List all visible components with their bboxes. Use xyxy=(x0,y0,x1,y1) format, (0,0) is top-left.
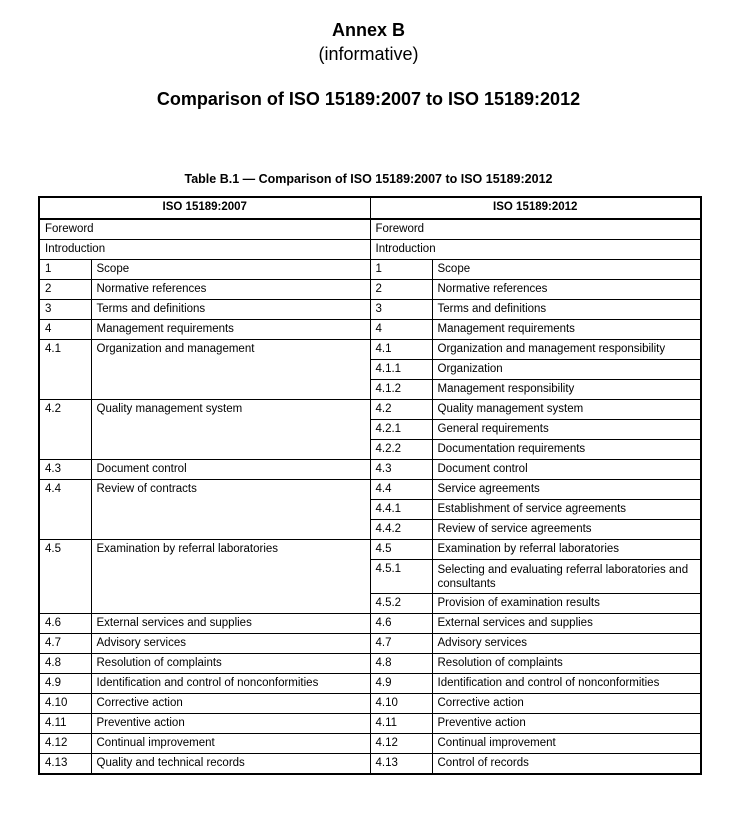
table-row xyxy=(39,260,701,280)
left-clause-number: 1 xyxy=(39,260,91,280)
right-clause-title: Establishment of service agreements xyxy=(432,500,701,520)
right-clause-title: Scope xyxy=(432,260,701,280)
left-clause-number: 2 xyxy=(39,280,91,300)
left-clause-title: Terms and definitions xyxy=(91,300,370,320)
table-row xyxy=(39,654,701,674)
table-row xyxy=(39,754,701,775)
right-clause-number: 4.13 xyxy=(370,754,432,775)
right-clause-number: 4.12 xyxy=(370,734,432,754)
table-row xyxy=(39,714,701,734)
right-clause-number: 4.4 xyxy=(370,480,432,500)
table-row xyxy=(39,219,701,240)
left-clause-title: Foreword xyxy=(39,219,370,240)
left-clause-number: 4.4 xyxy=(39,480,91,540)
left-clause-number: 4.7 xyxy=(39,634,91,654)
right-clause-title: Continual improvement xyxy=(432,734,701,754)
left-clause-number: 4.6 xyxy=(39,614,91,634)
right-clause-title: Document control xyxy=(432,460,701,480)
right-clause-title: Normative references xyxy=(432,280,701,300)
left-clause-number: 4.12 xyxy=(39,734,91,754)
left-clause-title: Quality and technical records xyxy=(91,754,370,775)
table-row xyxy=(39,340,701,360)
table-row xyxy=(39,320,701,340)
right-clause-number: 4 xyxy=(370,320,432,340)
right-clause-title: Management requirements xyxy=(432,320,701,340)
right-clause-number: 4.5 xyxy=(370,540,432,560)
left-clause-title: Preventive action xyxy=(91,714,370,734)
right-clause-number: 4.1.1 xyxy=(370,360,432,380)
left-clause-title: Identification and control of nonconformities xyxy=(91,674,370,694)
annex-title: Annex B xyxy=(331,20,405,40)
table-row xyxy=(39,634,701,654)
right-clause-number: 4.9 xyxy=(370,674,432,694)
right-clause-title: Provision of examination results xyxy=(432,594,701,614)
right-clause-number: 4.5.1 xyxy=(370,560,432,594)
left-clause-title: Quality management system xyxy=(91,400,370,460)
left-clause-title: Resolution of complaints xyxy=(91,654,370,674)
left-clause-number: 4.11 xyxy=(39,714,91,734)
right-clause-number: 4.1.2 xyxy=(370,380,432,400)
left-clause-number: 4.10 xyxy=(39,694,91,714)
table-row xyxy=(39,240,701,260)
left-clause-title: External services and supplies xyxy=(91,614,370,634)
right-clause-title: Control of records xyxy=(432,754,701,775)
right-clause-title: Examination by referral laboratories xyxy=(432,540,701,560)
right-clause-number: 1 xyxy=(370,260,432,280)
right-clause-title: General requirements xyxy=(432,420,701,440)
left-clause-title: Advisory services xyxy=(91,634,370,654)
left-clause-number: 4 xyxy=(39,320,91,340)
right-clause-number: 4.2.1 xyxy=(370,420,432,440)
table-row xyxy=(39,300,701,320)
right-clause-title: Corrective action xyxy=(432,694,701,714)
left-clause-title: Organization and management xyxy=(91,340,370,400)
left-clause-title: Scope xyxy=(91,260,370,280)
left-clause-title: Document control xyxy=(91,460,370,480)
header-iso-2012: ISO 15189:2012 xyxy=(370,197,701,219)
right-clause-title: Foreword xyxy=(370,219,701,240)
right-clause-number: 4.2 xyxy=(370,400,432,420)
table-row xyxy=(39,540,701,560)
right-clause-title: Preventive action xyxy=(432,714,701,734)
right-clause-title: Terms and definitions xyxy=(432,300,701,320)
right-clause-number: 4.6 xyxy=(370,614,432,634)
table-row xyxy=(39,674,701,694)
left-clause-title: Continual improvement xyxy=(91,734,370,754)
table-header-row xyxy=(39,197,701,219)
right-clause-title: Documentation requirements xyxy=(432,440,701,460)
table-row xyxy=(39,480,701,500)
right-clause-title: Review of service agreements xyxy=(432,520,701,540)
left-clause-number: 4.5 xyxy=(39,540,91,614)
right-clause-number: 4.5.2 xyxy=(370,594,432,614)
left-clause-number: 4.13 xyxy=(39,754,91,775)
page-title: Comparison of ISO 15189:2007 to ISO 15189:2012 xyxy=(156,89,581,109)
right-clause-title: Service agreements xyxy=(432,480,701,500)
left-clause-number: 4.9 xyxy=(39,674,91,694)
right-clause-number: 3 xyxy=(370,300,432,320)
left-clause-title: Examination by referral laboratories xyxy=(91,540,370,614)
left-clause-number: 4.3 xyxy=(39,460,91,480)
left-clause-title: Corrective action xyxy=(91,694,370,714)
table-row xyxy=(39,614,701,634)
header-iso-2007: ISO 15189:2007 xyxy=(39,197,370,219)
right-clause-number: 2 xyxy=(370,280,432,300)
table-caption: Table B.1 — Comparison of ISO 15189:2007 to ISO 15189:2012 xyxy=(184,172,553,186)
right-clause-number: 4.2.2 xyxy=(370,440,432,460)
right-clause-number: 4.1 xyxy=(370,340,432,360)
right-clause-number: 4.10 xyxy=(370,694,432,714)
right-clause-title: Resolution of complaints xyxy=(432,654,701,674)
right-clause-title: Management responsibility xyxy=(432,380,701,400)
right-clause-number: 4.11 xyxy=(370,714,432,734)
right-clause-title: Organization and management responsibility xyxy=(432,340,701,360)
right-clause-title: External services and supplies xyxy=(432,614,701,634)
right-clause-number: 4.7 xyxy=(370,634,432,654)
right-clause-title: Identification and control of nonconformities xyxy=(432,674,701,694)
left-clause-number: 4.2 xyxy=(39,400,91,460)
left-clause-number: 4.1 xyxy=(39,340,91,400)
table-row xyxy=(39,694,701,714)
right-clause-title: Selecting and evaluating referral laboratories and consultants xyxy=(432,560,701,594)
table-row xyxy=(39,280,701,300)
table-row xyxy=(39,734,701,754)
left-clause-title: Normative references xyxy=(91,280,370,300)
left-clause-number: 4.8 xyxy=(39,654,91,674)
left-clause-title: Introduction xyxy=(39,240,370,260)
annex-type: (informative) xyxy=(318,44,419,64)
table-row xyxy=(39,460,701,480)
right-clause-title: Introduction xyxy=(370,240,701,260)
right-clause-number: 4.4.2 xyxy=(370,520,432,540)
right-clause-number: 4.4.1 xyxy=(370,500,432,520)
right-clause-title: Organization xyxy=(432,360,701,380)
right-clause-number: 4.3 xyxy=(370,460,432,480)
comparison-table xyxy=(38,196,702,775)
right-clause-number: 4.8 xyxy=(370,654,432,674)
table-row xyxy=(39,400,701,420)
left-clause-title: Review of contracts xyxy=(91,480,370,540)
left-clause-title: Management requirements xyxy=(91,320,370,340)
right-clause-title: Quality management system xyxy=(432,400,701,420)
left-clause-number: 3 xyxy=(39,300,91,320)
right-clause-title: Advisory services xyxy=(432,634,701,654)
